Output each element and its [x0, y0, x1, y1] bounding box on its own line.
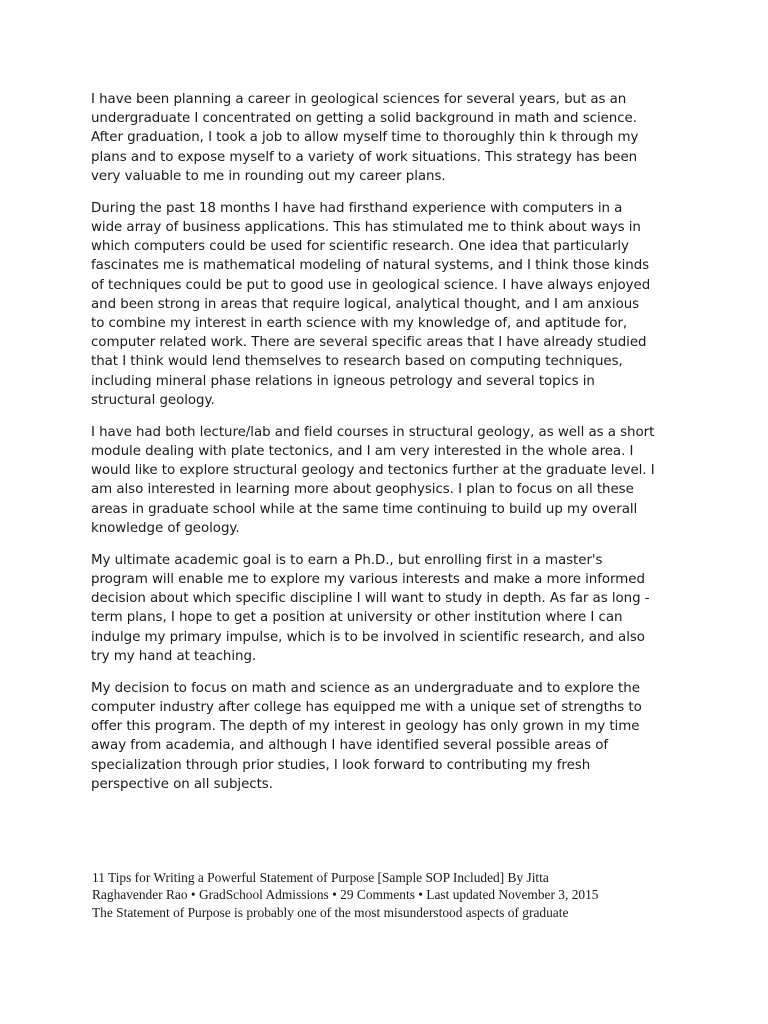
statement-body — [91, 90, 691, 807]
article-excerpt-text: 11 Tips for Writing a Powerful Statement of Purpose [Sample SOP Included] By Jitta Raghavender Rao • GradSchool Admissions • 29 Comments • Last updated November 3, 2015 The Statement of Purpose is probably one of the most misunderstood aspects of graduate — [92, 870, 599, 920]
paragraph-academic-goal: My ultimate academic goal is to earn a Ph.D., but enrolling first in a master's program will enable me to explore my various interests and make a more informed decision about which specific discipline I will want to study in depth. As far as long - term plans, I hope to get a position at university or other institution where I can indulge my primary impulse, which is to be involved in scientific research, and also try my hand at teaching. — [91, 552, 650, 664]
paragraph-conclusion: My decision to focus on math and science as an undergraduate and to explore the computer industry after college has equipped me with a unique set of strengths to offer this program. The depth of my interest in geology has only grown in my time away from academia, and although I have identified several possible areas of specialization through prior studies, I look forward to contributing my fresh perspective on all subjects. — [91, 680, 642, 792]
article-excerpt — [92, 869, 712, 921]
paragraph-career-planning: I have been planning a career in geological sciences for several years, but as an undergraduate I concentrated on getting a solid background in math and science. After graduation, I took a job to allow myself time to thoroughly thin k through my plans and to expose myself to a variety of work situations. This strategy has been very valuable to me in rounding out my career plans. — [91, 92, 639, 184]
paragraph-computer-experience: During the past 18 months I have had firsthand experience with computers in a wide array of business applications. This has stimulated me to think about ways in which computers could be used for scientific research. One idea that particularly fascinates me is mathematical modeling of natural systems, and I think those kinds of techniques could be put to good use in geological science. I have always enjoyed and been strong in areas that require logical, analytical thought, and I am anxious to combine my interest in earth science with my knowledge of, and aptitude for, computer related work. There are several specific areas that I have already studied that I think would lend themselves to research based on computing techniques, including mineral phase relations in igneous petrology and several topics in structural geology. — [91, 200, 651, 408]
paragraph-structural-geology: I have had both lecture/lab and field courses in structural geology, as well as a short module dealing with plate tectonics, and I am very interested in the whole area. I would like to explore structural geology and tectonics further at the graduate level. I am also interested in learning more about geophysics. I plan to focus on all these areas in graduate school while at the same time continuing to build up my overall knowledge of geology. — [91, 424, 655, 536]
